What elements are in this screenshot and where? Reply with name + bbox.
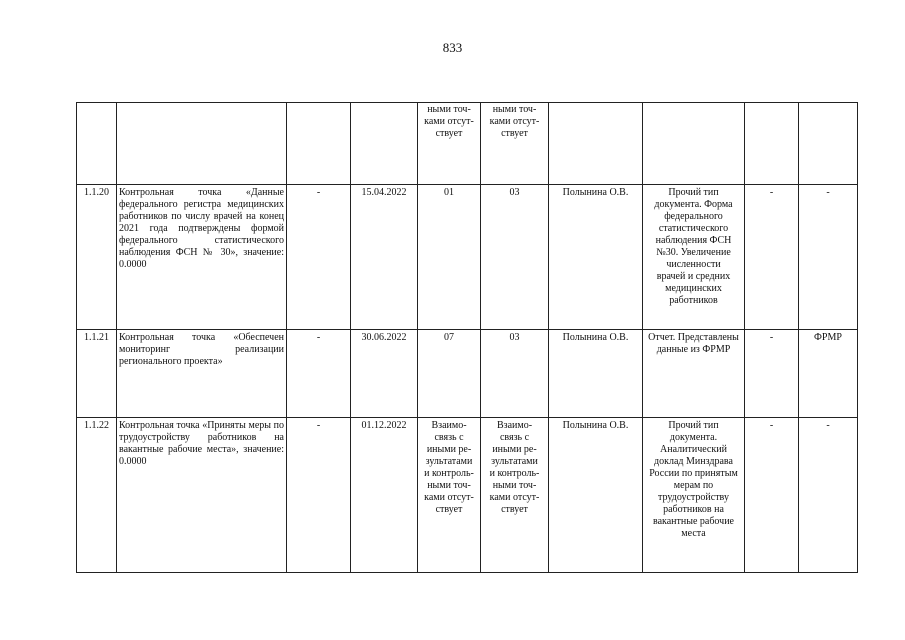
control-points-table [76,102,858,573]
cell-col3: - [287,185,351,330]
table-row [77,418,858,573]
page-number: 833 [442,40,463,55]
cell-col9: - [745,330,799,418]
cell-doc: Отчет. Представлены данные из ФРМР [643,330,745,418]
cell-col5: Взаимо- связь с иными ре- зультатами и контроль- ными точ- ками отсут- ствует [418,418,481,573]
cell-num: 1.1.22 [77,418,117,573]
cell-col3 [287,103,351,185]
cell-date [351,103,418,185]
cell-col10: - [799,418,858,573]
cell-col10: ФРМР [799,330,858,418]
table-row [77,185,858,330]
cell-col10 [799,103,858,185]
cell-col5: 07 [418,330,481,418]
cell-col3: - [287,418,351,573]
table-row [77,330,858,418]
cell-col5: ными точ- ками отсут- ствует [418,103,481,185]
cell-name: Контрольная точка «Приняты меры по трудоустройству работников на вакантные рабочие места», значение: 0.0000 [117,418,287,573]
cell-person: Полынина О.В. [549,418,643,573]
cell-col6: 03 [481,330,549,418]
cell-col6: 03 [481,185,549,330]
cell-doc: Прочий тип документа. Форма федерального статистического наблюдения ФСН №30. Увеличение численности врачей и средних медицинских работников [643,185,745,330]
cell-date: 30.06.2022 [351,330,418,418]
cell-doc: Прочий тип документа. Аналитический доклад Минздрава России по принятым мерам по трудоустройству работников на вакантные рабочие места [643,418,745,573]
cell-date: 15.04.2022 [351,185,418,330]
cell-col3: - [287,330,351,418]
cell-col6: Взаимо- связь с иными ре- зультатами и контроль- ными точ- ками отсут- ствует [481,418,549,573]
cell-person: Полынина О.В. [549,330,643,418]
cell-date: 01.12.2022 [351,418,418,573]
cell-name: Контрольная точка «Данные федерального регистра медицинских работников по числу врачей на конец 2021 года подтверждены формой федерального статистического наблюдения ФСН № 30», значение: 0.0000 [117,185,287,330]
cell-col5: 01 [418,185,481,330]
cell-num: 1.1.21 [77,330,117,418]
cell-col9: - [745,418,799,573]
cell-num [77,103,117,185]
cell-col10: - [799,185,858,330]
cell-person [549,103,643,185]
cell-num: 1.1.20 [77,185,117,330]
cell-name [117,103,287,185]
cell-doc [643,103,745,185]
cell-col9: - [745,185,799,330]
cell-person: Полынина О.В. [549,185,643,330]
table-row-continuation [77,103,858,185]
cell-col6: ными точ- ками отсут- ствует [481,103,549,185]
cell-name: Контрольная точка «Обеспечен мониторинг реализации регионального проекта» [117,330,287,418]
cell-col9 [745,103,799,185]
